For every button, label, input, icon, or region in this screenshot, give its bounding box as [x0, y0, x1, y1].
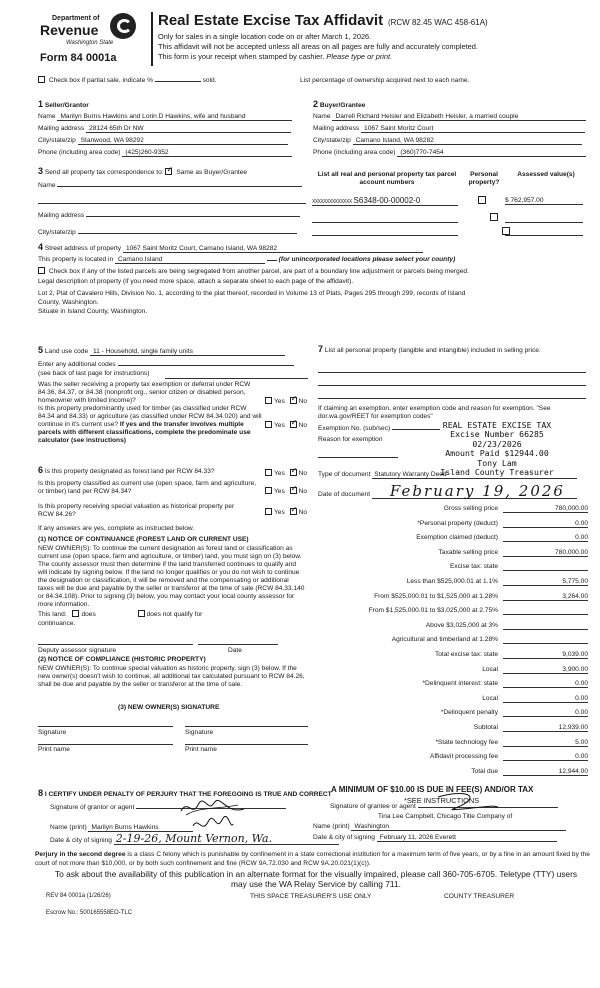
section-number-6: 6	[38, 465, 44, 475]
tax-row-label: Local	[482, 665, 498, 673]
doc-type-row	[318, 471, 577, 479]
tax-row-value[interactable]: 780,000.00	[503, 505, 588, 513]
percent-note: List percentage of ownership acquired next to each name.	[300, 77, 470, 84]
tax-row-label: Gross selling price	[443, 505, 498, 512]
tax-row-value[interactable]: 3,264.00	[503, 593, 588, 601]
tax-row	[318, 636, 593, 648]
minimum-line1: A MINIMUM OF $10.00 IS DUE IN FEE(S) AND/OR TAX	[331, 785, 534, 794]
grantor-name-row	[50, 824, 193, 832]
tax-row	[318, 709, 593, 721]
personal-property-checkbox-3[interactable]	[502, 227, 510, 235]
section-number-7: 7	[318, 344, 324, 354]
buyer-name-label: Name	[313, 113, 331, 120]
seller-city-row	[38, 137, 288, 145]
grantee-date-row	[313, 834, 557, 842]
section3-mail-label: Mailing address	[38, 212, 85, 219]
section3-name-line2[interactable]	[38, 203, 306, 204]
section4-loc-row	[38, 256, 455, 264]
buyer-phone-row	[313, 149, 586, 157]
tax-row	[318, 593, 593, 605]
location-note: (for unincorporated locations please select your county)	[278, 256, 456, 263]
grantee-signature-label: Signature of grantee or agent	[330, 803, 416, 810]
grantor-signature-label: Signature of grantor or agent	[50, 804, 135, 811]
owner-signature-line-1[interactable]	[38, 726, 173, 727]
parcel-row-1	[312, 196, 458, 206]
location-label: This property is located in	[38, 256, 114, 263]
perjury-text: is a class C felony which is punishable by confinement in a state correctional institution for a maximum term of five years, or by a fine in an amount fixed by the court of not more than $10,000, or by both such confinement and fine (RCW 9A.72.030 and RCW 9A.20.021(1)(c)).	[35, 851, 590, 867]
does-not-label: does not qualify for	[146, 611, 203, 618]
accessibility-notice: To ask about the availability of this publication in an alternate format for the visually impaired, please call 360-705-6705. Teletype (TTY) users may use the WA Relay Service by calling 711.	[54, 869, 578, 889]
grantee-agent-line: Tina Lee Campbell, Chicago Title Company of	[378, 813, 513, 820]
doc-date-field[interactable]: February 19, 2026	[372, 484, 577, 499]
escrow-number: Escrow No.: 500165558EO-TLC	[46, 910, 133, 916]
tax-row	[318, 651, 593, 663]
deputy-date-label: Date	[228, 647, 242, 654]
grantor-date-label: Date & city of signing	[50, 837, 112, 844]
yes-note: If any answers are yes, complete as instructed below.	[38, 525, 195, 532]
treasurer-use: THIS SPACE TREASURER'S USE ONLY	[250, 893, 372, 900]
legal-line3: Situate in Island County, Washington.	[38, 308, 148, 315]
grantee-signature-mark	[432, 791, 502, 815]
forest-no-label: No	[298, 470, 308, 477]
exemption-yes-no	[265, 397, 307, 405]
tax-row-value[interactable]: 0.00	[503, 695, 588, 703]
tax-row	[318, 549, 593, 561]
stamp-line5: Tony Lam	[477, 457, 517, 468]
seller-mail-label: Mailing address	[38, 125, 85, 132]
street-field[interactable]: 1067 Saint Moritz Court, Camano Island, WA 98282	[123, 245, 423, 253]
seller-phone-field[interactable]: (425)260-9352	[122, 149, 292, 157]
stamp-line3: 02/23/2026	[472, 438, 522, 449]
tax-row-label: From $1,525,000.01 to $3,025,000 at 2.75%	[368, 607, 498, 615]
stamp-line6: Island County Treasurer	[440, 467, 554, 478]
tax-row	[318, 724, 593, 736]
tax-row-value[interactable]	[503, 563, 588, 571]
owner-print-label-1: Print name	[38, 746, 70, 753]
tax-row-label: From $525,000.01 to $1,525,000 at 1.28%	[374, 592, 498, 600]
personal-property-line-3[interactable]	[318, 398, 586, 399]
tax-row-label: Excise tax: state	[449, 563, 498, 571]
forest-yes-no	[265, 469, 307, 477]
current-use-no-checkbox[interactable]	[290, 487, 297, 494]
notice2-heading: (2) NOTICE OF COMPLIANCE (HISTORIC PROPERTY)	[38, 656, 206, 663]
header-sub2: This affidavit will not be accepted unless all areas on all pages are fully and accurately completed.	[158, 42, 478, 51]
deputy-date-line[interactable]	[198, 644, 278, 645]
seller-city-field[interactable]: Stanwood, WA 98292	[78, 137, 288, 145]
personal-property-line-1[interactable]	[318, 372, 586, 373]
assessed-value-3[interactable]	[505, 235, 583, 236]
addl-codes-note: (see back of last page for instructions)	[38, 370, 150, 377]
location-field-tail	[267, 260, 277, 261]
addl-codes-field[interactable]	[118, 365, 294, 366]
buyer-name-field[interactable]: Darrell Richard Heisler and Elizabeth Heisler, a married couple	[332, 113, 586, 121]
county-treasurer: COUNTY TREASURER	[444, 893, 515, 900]
exemption-number-label: Exemption No. (sub/sec)	[318, 425, 391, 432]
revenue-logo-icon	[110, 13, 136, 39]
same-as-buyer-label: Same as Buyer/Grantee	[176, 169, 248, 176]
tax-row	[318, 534, 593, 546]
tax-row-value[interactable]: 780,000.00	[503, 549, 588, 557]
timber-question-text: Is this property predominantly used for timber (as classified under RCW 84.34 and 84.33) or agriculture (as classified under RCW 84.34.020) and will continue in it's current use?	[38, 405, 262, 428]
grantee-date-field[interactable]: February 11, 2026 Everett	[377, 834, 557, 842]
section7-text: List all personal property (tangible and intangible) included in selling price.	[324, 347, 541, 354]
tax-row-label: Taxable selling price	[438, 548, 498, 556]
treasurer-stamp	[402, 421, 592, 477]
this-land-label: This land:	[38, 611, 67, 618]
segregate-label: Check box if any of the listed parcels are being segregated from another parcel, are part of a boundary line adjustment or parcels being merged.	[48, 268, 469, 275]
tax-row	[318, 578, 593, 590]
tax-row-value[interactable]: 5,775.00	[503, 578, 588, 586]
tax-row	[318, 680, 593, 692]
reason-label: Reason for exemption	[318, 436, 383, 443]
addl-codes-line	[165, 378, 308, 379]
segregate-row	[38, 267, 469, 275]
section-number-1: 1	[38, 99, 44, 109]
deputy-label: Deputy assessor signature	[38, 647, 117, 654]
tax-row-value[interactable]: 12,939.00	[503, 724, 588, 732]
header-sub3	[158, 52, 392, 61]
buyer-city-label: City/state/zip	[313, 137, 351, 144]
stamp-line2: Excise Number 66285	[450, 429, 544, 440]
section3-mail-row	[38, 212, 300, 219]
tax-row-label: Total excise tax: state	[434, 651, 498, 658]
does-qualify-checkbox[interactable]	[72, 610, 79, 617]
exemption-no-label: No	[298, 398, 308, 405]
buyer-heading	[313, 99, 365, 109]
timber-yes-label: Yes	[274, 422, 285, 429]
historic-yes-checkbox[interactable]	[265, 508, 272, 515]
tax-row-label: *Personal property (deduct)	[417, 519, 498, 527]
tax-row-value[interactable]	[503, 607, 588, 615]
reason-line-1[interactable]	[318, 457, 398, 458]
seller-mail-row	[38, 125, 291, 133]
buyer-mail-row	[313, 125, 585, 133]
seller-mail-field[interactable]: 28124 65th Dr NW	[86, 125, 291, 133]
owner-print-line-1[interactable]	[38, 744, 173, 745]
tax-row-value[interactable]: 0.00	[503, 534, 588, 542]
deputy-signature-line[interactable]	[38, 644, 193, 645]
tax-row-label: Less than $525,000.01 at 1.1%	[406, 578, 498, 585]
grantee-date-label: Date & city of signing	[313, 834, 375, 841]
owner-signature-label-1: Signature	[38, 729, 67, 736]
tax-row	[318, 505, 593, 517]
grantor-date-row	[50, 834, 339, 845]
section3-city-row	[38, 229, 297, 236]
land-use-field[interactable]: 11 - Household, single family units	[90, 348, 285, 356]
tax-row-value[interactable]: 0.00	[503, 753, 588, 761]
addl-codes-row	[38, 361, 294, 368]
assessed-value-2[interactable]	[505, 222, 583, 223]
section3-heading	[38, 166, 247, 176]
historic-no-checkbox[interactable]	[290, 508, 297, 515]
dept-line3: Washington State	[66, 40, 114, 46]
land-use-row	[38, 345, 285, 356]
assessed-column-header: Assessed value(s)	[517, 171, 575, 178]
tax-row	[318, 520, 593, 532]
grantor-date-field[interactable]: 2-19-26, Mount Vernon, Wa.	[114, 834, 339, 845]
seller-heading	[38, 99, 89, 109]
parcel-column-header: List all real and personal property tax parcel account numbers	[317, 171, 457, 186]
tax-row-value[interactable]: 0.00	[503, 680, 588, 688]
tax-row-label: Local	[482, 694, 498, 702]
timber-no-label: No	[298, 422, 308, 429]
tax-row-value[interactable]	[503, 636, 588, 644]
dept-line2: Revenue	[40, 22, 99, 38]
tax-row	[318, 695, 593, 707]
partial-sale-label: Check box if partial sale, indicate %	[48, 77, 153, 84]
grantor-name-label: Name (print)	[50, 824, 87, 831]
exemption-yes-label: Yes	[274, 398, 285, 405]
seller-heading-text: Seller/Grantor	[44, 102, 89, 109]
legal-line2: County, Washington.	[38, 299, 99, 306]
timber-yes-checkbox[interactable]	[265, 421, 272, 428]
tax-row-label: Subtotal	[473, 724, 498, 731]
statute-ref: (RCW 82.45 WAC 458-61A)	[387, 18, 488, 27]
section3-name-row	[38, 182, 302, 189]
doc-type-field[interactable]: Statutory Warranty Deed	[372, 471, 577, 479]
timber-question-bold: If yes and the transfer involves multiple parcels with different classifications, complete the predominate use calculator (see instructions)	[38, 421, 251, 444]
notice1-heading: (1) NOTICE OF CONTINUANCE (FOREST LAND OR CURRENT USE)	[38, 536, 249, 543]
buyer-mail-label: Mailing address	[313, 125, 360, 132]
form-title	[158, 12, 488, 29]
section-number-2: 2	[313, 99, 319, 109]
tax-row	[318, 563, 593, 575]
section3-text: Send all property tax correspondence to:	[44, 169, 164, 176]
tax-row-label: *Delinquent penalty	[440, 709, 498, 717]
seller-name-label: Name	[38, 113, 56, 120]
buyer-city-field[interactable]: Camano Island, WA 98282	[353, 137, 582, 145]
owner-signature-line-2[interactable]	[185, 726, 308, 727]
current-use-question: Is this property classified as current use (open space, farm and agriculture, or timber) land per RCW 84.34?	[38, 480, 257, 495]
tax-row	[318, 739, 593, 751]
tax-row-value[interactable]: 5.00	[503, 739, 588, 747]
tax-row	[318, 768, 593, 780]
personal-property-checkbox-1[interactable]	[478, 196, 486, 204]
personal-property-line-2[interactable]	[318, 385, 586, 386]
timber-no-checkbox[interactable]	[290, 421, 297, 428]
form-number: Form 84 0001a	[40, 52, 117, 64]
dept-line1: Department of	[52, 15, 100, 22]
parcel-number: S6348-00-00002-0	[353, 196, 421, 205]
partial-sale-label-b: sold.	[202, 77, 217, 84]
perjury-notice	[35, 851, 593, 868]
owner-print-line-2[interactable]	[185, 744, 308, 745]
buyer-phone-label: Phone (including area code)	[313, 149, 396, 156]
tax-row	[318, 666, 593, 678]
stamp-line1: REAL ESTATE EXCISE TAX	[442, 420, 552, 430]
parcel-row-2[interactable]	[312, 222, 458, 223]
section-number-5: 5	[38, 345, 44, 355]
personal-column-header: Personal property?	[468, 171, 500, 186]
addl-codes-label: Enter any additional codes	[38, 361, 116, 368]
tax-row	[318, 753, 593, 765]
seller-city-label: City/state/zip	[38, 137, 76, 144]
tax-row	[318, 607, 593, 619]
tax-row-value[interactable]: 12,944.00	[503, 768, 588, 776]
legal-line1: Lot 2, Plat of Cavalero Hills, Division No. 1, according to the plat thereof, recorded in Volume 13 of Plats, Pages 295 through 299, records of Island	[38, 290, 466, 297]
historic-no-label: No	[298, 509, 308, 516]
rev-number: REV 84 0001a (1/26/26)	[46, 893, 111, 899]
section-number-4: 4	[38, 242, 44, 252]
header-sub3-text: This form is your receipt when stamped by cashier.	[158, 52, 325, 61]
historic-question: Is this property receiving special valuation as historical property per RCW 84.26?	[38, 503, 235, 518]
tax-row-value[interactable]	[503, 622, 588, 630]
grantor-name-field[interactable]: Marilyn Burns Hawkins	[88, 824, 193, 832]
same-as-buyer-checkbox[interactable]	[165, 168, 172, 175]
exemption-question: Was the seller receiving a property tax exemption or deferral under RCW 84.36, 84.37, or 84.38 (nonprofit org., senior citizen or disabled person, homeowner with limited income)?	[38, 381, 251, 404]
current-use-yes-no	[265, 487, 307, 495]
tax-row-label: Affidavit processing fee	[429, 753, 498, 761]
historic-yes-no	[265, 508, 307, 516]
parcel-number-field[interactable]	[312, 196, 458, 206]
segregate-checkbox[interactable]	[38, 267, 45, 274]
tax-row-value[interactable]: 3,900.00	[503, 666, 588, 674]
buyer-mail-field[interactable]: 1067 Saint Moritz Court	[361, 125, 585, 133]
tax-row-label: *State technology fee	[435, 738, 498, 746]
current-use-no-label: No	[298, 488, 308, 495]
grantee-name-field[interactable]: Washington	[351, 823, 566, 831]
seller-phone-row	[38, 149, 292, 157]
section-number-8: 8	[38, 788, 44, 798]
exemption-yes-checkbox[interactable]	[265, 397, 272, 404]
section4-street-row	[38, 242, 423, 253]
perjury-bold: Perjury in the second degree	[35, 851, 126, 858]
buyer-phone-field[interactable]: (360)770-7454	[397, 149, 586, 157]
section8-text: I CERTIFY UNDER PENALTY OF PERJURY THAT THE FOREGOING IS TRUE AND CORRECT	[44, 791, 332, 798]
tax-row-label: *Delinquent interest: state	[422, 680, 498, 688]
header-sub3-italic: Please type or print.	[326, 52, 393, 61]
tax-row-label: Above $3,025,000 at 3%	[425, 621, 498, 629]
owner-print-label-2: Print name	[185, 746, 217, 753]
notice2-body: NEW OWNER(S): To continue special valuation as historic property, sign (3) below. If the new owner(s) doesn't wish to continue, all additional tax calculated pursuant to RCW 84.26, shall be due and payable by the seller or transferor at the time of sale.	[38, 665, 305, 688]
notice1-body: NEW OWNER(S): To continue the current designation as forest land or classification as current use (open space, farm and agriculture, or timber) land, you must sign on (3) below. The county assessor must then determine if the land transferred continues to qualify and will indicate by signing below. If the land no longer qualifies or you do not wish to continue the designation or classification, it will be removed and the compensating or additional taxes will be due and payable by the seller or transferor at the time of sale (RCW 84.33.140 or 84.34.108). Prior to signing (3) below, you may contact your local county assessor for more information.	[38, 545, 305, 608]
header-divider	[151, 12, 153, 66]
notice3-heading: (3) NEW OWNER(S) SIGNATURE	[118, 704, 220, 711]
doc-date-row	[318, 484, 577, 499]
buyer-name-row	[313, 113, 586, 121]
land-use-label: Land use code	[44, 348, 89, 355]
historic-yes-label: Yes	[274, 509, 285, 516]
timber-yes-no	[265, 421, 307, 429]
section3-name-label: Name	[38, 182, 56, 189]
legal-note: Legal description of property (if you need more space, attach a separate sheet to each page of the affidavit).	[38, 278, 354, 285]
forest-yes-label: Yes	[274, 470, 285, 477]
buyer-heading-text: Buyer/Grantee	[319, 102, 366, 109]
current-use-yes-label: Yes	[274, 488, 285, 495]
section-number-3: 3	[38, 166, 44, 176]
parcel-row-3[interactable]	[312, 235, 458, 236]
grantor-signature-row	[50, 804, 286, 811]
section7-heading	[318, 345, 590, 355]
section3-mail-field[interactable]	[86, 216, 300, 217]
tax-row-label: Total due	[471, 767, 498, 775]
forest-yes-checkbox[interactable]	[265, 469, 272, 476]
header-sub1: Only for sales in a single location code on or after March 1, 2026.	[158, 32, 372, 41]
forest-question-text: Is this property designated as forest land per RCW 84.33?	[44, 468, 215, 475]
current-use-yes-checkbox[interactable]	[265, 487, 272, 494]
minimum-line2: *SEE INSTRUCTIONS	[404, 796, 480, 805]
stamp-line4: Amount Paid $12944.00	[445, 448, 549, 459]
owner-signature-label-2: Signature	[185, 729, 214, 736]
forest-question	[38, 466, 263, 476]
continuance-label: continuance.	[38, 620, 76, 627]
exemption-note: If claiming an exemption, enter exemption code and reason for exemption. "See dor.wa.gov/REET for exemption codes"	[318, 405, 551, 420]
this-land-row	[38, 610, 202, 618]
grantee-name-label: Name (print)	[313, 823, 350, 830]
partial-sale-row	[38, 76, 217, 84]
seller-phone-label: Phone (including area code)	[38, 149, 121, 156]
section3-city-label: City/state/zip	[38, 229, 76, 236]
doc-date-label: Date of document	[318, 491, 371, 498]
tax-row-value[interactable]: 0.00	[503, 709, 588, 717]
buyer-city-row	[313, 137, 582, 145]
personal-property-checkbox-2[interactable]	[490, 213, 498, 221]
does-not-qualify-checkbox[interactable]	[138, 610, 145, 617]
section3-city-field[interactable]	[78, 233, 297, 234]
grantee-name-row	[313, 823, 566, 831]
tax-row-value[interactable]: 9,039.00	[503, 651, 588, 659]
tax-row-label: Agricultural and timberland at 1.28%	[391, 636, 498, 644]
seller-name-field[interactable]: Marilyn Burns Hawkins and Lorin D Hawkins, wife and husband	[57, 113, 292, 121]
tax-row-label: Exemption claimed (deduct)	[416, 534, 498, 542]
tax-row-value[interactable]: 0.00	[503, 520, 588, 528]
location-field[interactable]: Camano Island	[115, 256, 265, 264]
parcel-redacted: XXXXXXXXXXXXXX	[312, 199, 352, 205]
timber-question	[38, 405, 263, 445]
seller-name-row	[38, 113, 292, 121]
assessed-value-1[interactable]: $ 762,957.00	[505, 197, 583, 205]
partial-sale-checkbox[interactable]	[38, 76, 45, 83]
street-label: Street address of property	[44, 245, 122, 252]
exemption-no-checkbox[interactable]	[290, 397, 297, 404]
partial-sale-percent[interactable]	[155, 81, 201, 82]
page-title: Real Estate Excise Tax Affidavit	[158, 12, 384, 29]
tax-row	[318, 622, 593, 634]
does-label: does	[81, 611, 96, 618]
section3-name-field[interactable]	[57, 186, 302, 187]
forest-no-checkbox[interactable]	[290, 469, 297, 476]
doc-type-label: Type of document	[318, 471, 371, 478]
